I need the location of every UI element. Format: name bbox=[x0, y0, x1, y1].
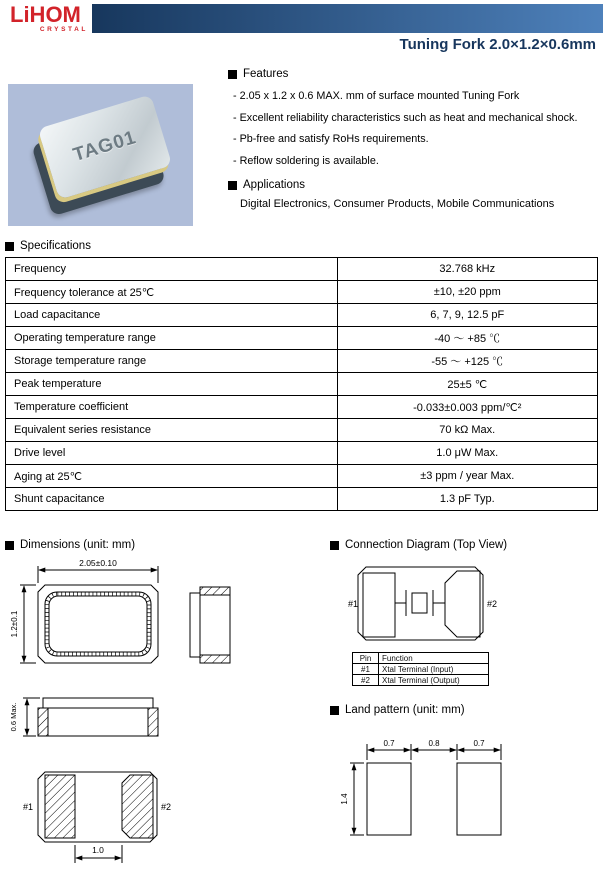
crystal-symbol bbox=[395, 590, 445, 616]
applications-heading bbox=[228, 179, 600, 191]
feature-item: - Excellent reliability characteristics such as heat and mechanical shock. bbox=[233, 111, 578, 124]
land-dim-left-label: 0.7 bbox=[383, 739, 395, 748]
land-dim-height-label: 1.4 bbox=[340, 793, 349, 805]
section-bullet-icon bbox=[228, 181, 237, 190]
dim-thickness-label: 0.6 Max. bbox=[9, 702, 18, 732]
land-pad-left bbox=[367, 763, 411, 835]
spec-value: 70 kΩ Max. bbox=[337, 419, 597, 442]
section-bullet-icon bbox=[330, 706, 339, 715]
spec-label: Equivalent series resistance bbox=[6, 419, 338, 442]
spec-value: 6, 7, 9, 12.5 pF bbox=[337, 304, 597, 327]
crystal-chip-image bbox=[38, 94, 172, 199]
pad1-shape bbox=[45, 775, 75, 838]
chip-outline bbox=[358, 567, 483, 640]
top-view-drawing bbox=[20, 566, 158, 663]
table-row bbox=[6, 327, 598, 350]
table-row bbox=[6, 373, 598, 396]
features-section bbox=[228, 68, 600, 172]
feature-item: - Pb-free and satisfy RoHs requirements. bbox=[233, 133, 429, 145]
dimensions-heading-label: Dimensions (unit: mm) bbox=[20, 539, 136, 551]
pin-cell: #2 bbox=[353, 675, 379, 686]
dimensions-heading bbox=[5, 539, 135, 551]
table-row bbox=[6, 350, 598, 373]
page-title: Tuning Fork 2.0×1.2×0.6mm bbox=[399, 36, 596, 53]
spec-label: Shunt capacitance bbox=[6, 488, 338, 511]
table-row bbox=[353, 664, 489, 675]
pin-cell: #1 bbox=[353, 664, 379, 675]
specifications-table bbox=[5, 257, 598, 511]
product-label: TAG01 bbox=[70, 127, 139, 167]
product-photo bbox=[8, 84, 193, 226]
spec-value: 25±5 ℃ bbox=[337, 373, 597, 396]
applications-section bbox=[228, 179, 600, 210]
dim-pad-gap-label: 1.0 bbox=[92, 845, 104, 855]
section-bullet-icon bbox=[5, 242, 14, 251]
spec-value: ±10, ±20 ppm bbox=[337, 281, 597, 304]
spec-value: 1.3 pF Typ. bbox=[337, 488, 597, 511]
table-row bbox=[6, 488, 598, 511]
spec-label: Frequency tolerance at 25℃ bbox=[6, 281, 338, 304]
table-row bbox=[6, 419, 598, 442]
spec-value: 32.768 kHz bbox=[337, 258, 597, 281]
spec-value: -0.033±0.003 ppm/℃² bbox=[337, 396, 597, 419]
table-row bbox=[353, 653, 489, 664]
spec-value: 1.0 μW Max. bbox=[337, 442, 597, 465]
table-row bbox=[6, 258, 598, 281]
function-header: Function bbox=[379, 653, 489, 664]
pad2-label: #2 bbox=[160, 802, 172, 812]
applications-heading-label: Applications bbox=[243, 179, 306, 191]
function-cell: Xtal Terminal (Output) bbox=[379, 675, 489, 686]
brand-logo-subtext: CRYSTAL bbox=[39, 26, 88, 33]
land-pattern-heading-label: Land pattern (unit: mm) bbox=[345, 704, 465, 716]
features-heading bbox=[228, 68, 600, 80]
table-row bbox=[6, 442, 598, 465]
dim-width-label: 2.05±0.10 bbox=[79, 558, 117, 568]
spec-value: ±3 ppm / year Max. bbox=[337, 465, 597, 488]
spec-label: Operating temperature range bbox=[6, 327, 338, 350]
spec-label: Temperature coefficient bbox=[6, 396, 338, 419]
land-pattern-heading bbox=[330, 704, 465, 716]
pin-function-table bbox=[352, 652, 489, 686]
table-row bbox=[6, 281, 598, 304]
connection-heading bbox=[330, 539, 507, 551]
brand-logo bbox=[10, 4, 90, 33]
side-view-drawing bbox=[190, 587, 230, 663]
front-view-drawing bbox=[23, 698, 158, 736]
section-bullet-icon bbox=[5, 541, 14, 550]
pad1-label: #1 bbox=[22, 802, 34, 812]
applications-text: Digital Electronics, Consumer Products, Mobile Communications bbox=[240, 198, 555, 210]
feature-item: - Reflow soldering is available. bbox=[233, 154, 379, 167]
spec-label: Frequency bbox=[6, 258, 338, 281]
connection-diagram bbox=[340, 560, 512, 650]
terminal2-shape bbox=[445, 571, 480, 637]
land-pad-right bbox=[457, 763, 501, 835]
table-row bbox=[6, 304, 598, 327]
feature-item: - 2.05 x 1.2 x 0.6 MAX. mm of surface mounted Tuning Fork bbox=[233, 90, 520, 102]
spec-value: -55 ～ +125 ℃ bbox=[337, 350, 597, 373]
function-cell: Xtal Terminal (Input) bbox=[379, 664, 489, 675]
dim-height-label: 1.2±0.1 bbox=[10, 610, 19, 638]
features-heading-label: Features bbox=[243, 68, 289, 80]
terminal1-shape bbox=[363, 573, 395, 637]
table-row bbox=[6, 465, 598, 488]
land-dim-gap-label: 0.8 bbox=[428, 739, 440, 748]
spec-label: Load capacitance bbox=[6, 304, 338, 327]
terminal2-label: #2 bbox=[486, 599, 498, 609]
connection-heading-label: Connection Diagram (Top View) bbox=[345, 539, 508, 551]
specifications-heading-label: Specifications bbox=[20, 240, 91, 252]
section-bullet-icon bbox=[330, 541, 339, 550]
spec-label: Peak temperature bbox=[6, 373, 338, 396]
table-row bbox=[6, 396, 598, 419]
dimensions-drawing bbox=[8, 553, 320, 869]
terminal1-label: #1 bbox=[347, 599, 359, 609]
section-bullet-icon bbox=[228, 70, 237, 79]
table-row bbox=[353, 675, 489, 686]
spec-label: Storage temperature range bbox=[6, 350, 338, 373]
specifications-heading bbox=[5, 240, 91, 252]
pad2-shape bbox=[122, 775, 153, 838]
spec-label: Drive level bbox=[6, 442, 338, 465]
spec-label: Aging at 25℃ bbox=[6, 465, 338, 488]
brand-logo-text: LiHOM bbox=[10, 2, 81, 27]
pin-header: Pin bbox=[353, 653, 379, 664]
land-pattern-drawing bbox=[340, 736, 516, 848]
header-gradient-bar bbox=[92, 4, 603, 33]
land-dim-right-label: 0.7 bbox=[473, 739, 485, 748]
spec-value: -40 ～ +85 ℃ bbox=[337, 327, 597, 350]
